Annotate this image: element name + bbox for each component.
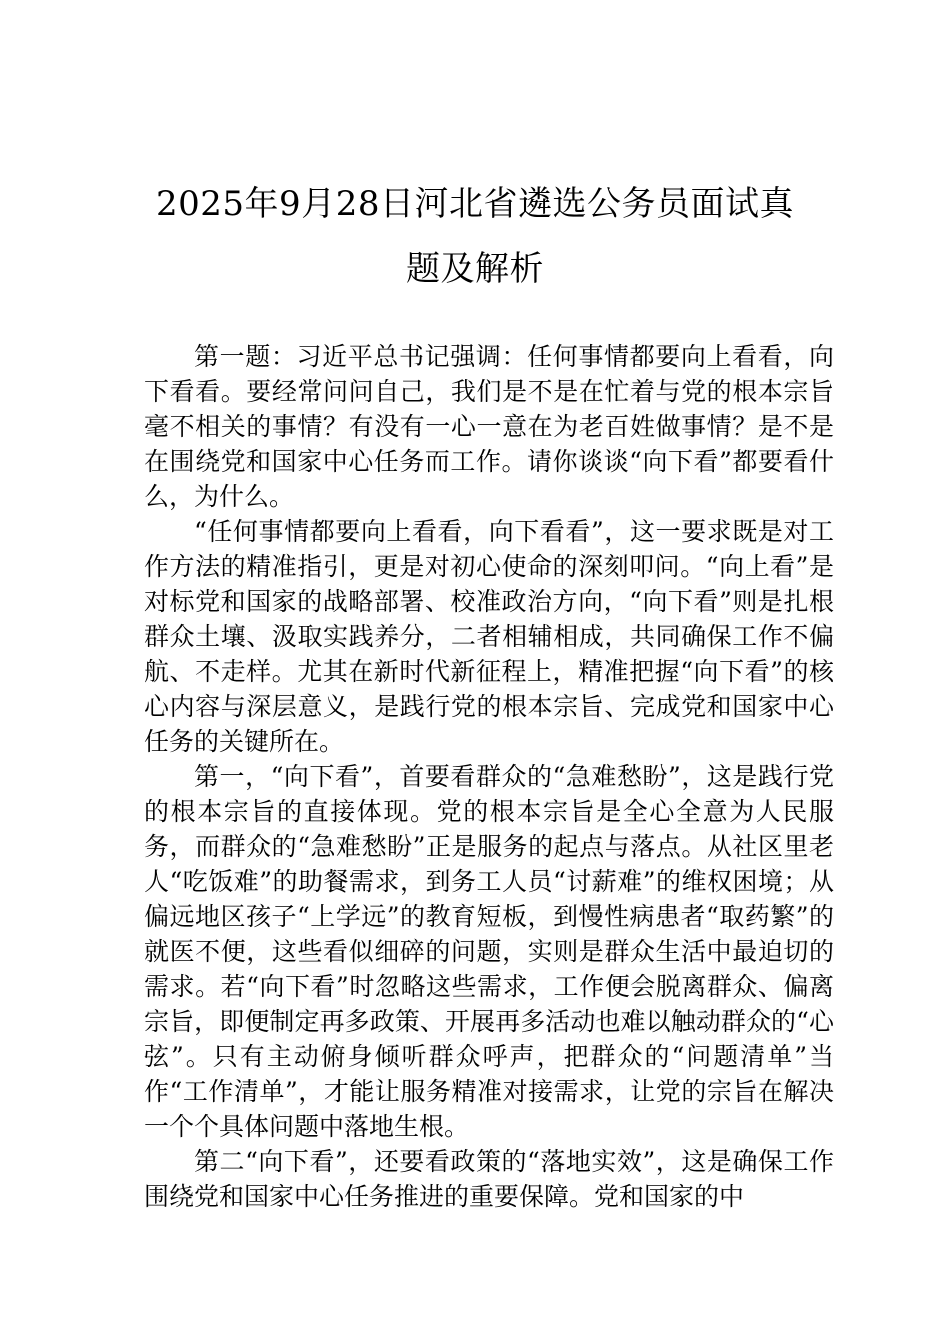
title-line-2: 题及解析 (406, 249, 544, 289)
point-two-paragraph: 第二“向下看”，还要看政策的“落地实效”，这是确保工作围绕党和国家中心任务推进的重要保障。党和国家的中 (144, 1147, 834, 1211)
intro-paragraph: “任何事情都要向上看看，向下看看”，这一要求既是对工作方法的精准指引，更是对初心使命的深刻叩问。“向上看”是对标党和国家的战略部署、校准政治方向，“向下看”则是扎根群众土壤、汲取实践养分，二者相辅相成，共同确保工作不偏航、不走样。尤其在新时代新征程上，精准把握“向下看”的核心内容与深层意义，是践行党的根本宗旨、完成党和国家中心任务的关键所在。 (144, 517, 834, 756)
title-line-1: 2025年9月28日河北省遴选公务员面试真 (156, 184, 794, 224)
question-paragraph: 第一题：习近平总书记强调：任何事情都要向上看看，向下看看。要经常问问自己，我们是不是在忙着与党的根本宗旨毫不相关的事情？有没有一心一意在为老百姓做事情？是不是在围绕党和国家中心任务而工作。请你谈谈“向下看”都要看什么，为什么。 (144, 342, 834, 511)
document-body (144, 339, 834, 1214)
point-one-paragraph: 第一，“向下看”，首要看群众的“急难愁盼”，这是践行党的根本宗旨的直接体现。党的根本宗旨是全心全意为人民服务，而群众的“急难愁盼”正是服务的起点与落点。从社区里老人“吃饭难”的助餐需求，到务工人员“讨薪难”的维权困境；从偏远地区孩子“上学远”的教育短板，到慢性病患者“取药繁”的就医不便，这些看似细碎的问题，实则是群众生活中最迫切的需求。若“向下看”时忽略这些需求，工作便会脱离群众、偏离宗旨，即便制定再多政策、开展再多活动也难以触动群众的“心弦”。只有主动俯身倾听群众呼声，把群众的“问题清单”当作“工作清单”，才能让服务精准对接需求，让党的宗旨在解决一个个具体问题中落地生根。 (144, 762, 834, 1141)
document-title (120, 172, 830, 302)
